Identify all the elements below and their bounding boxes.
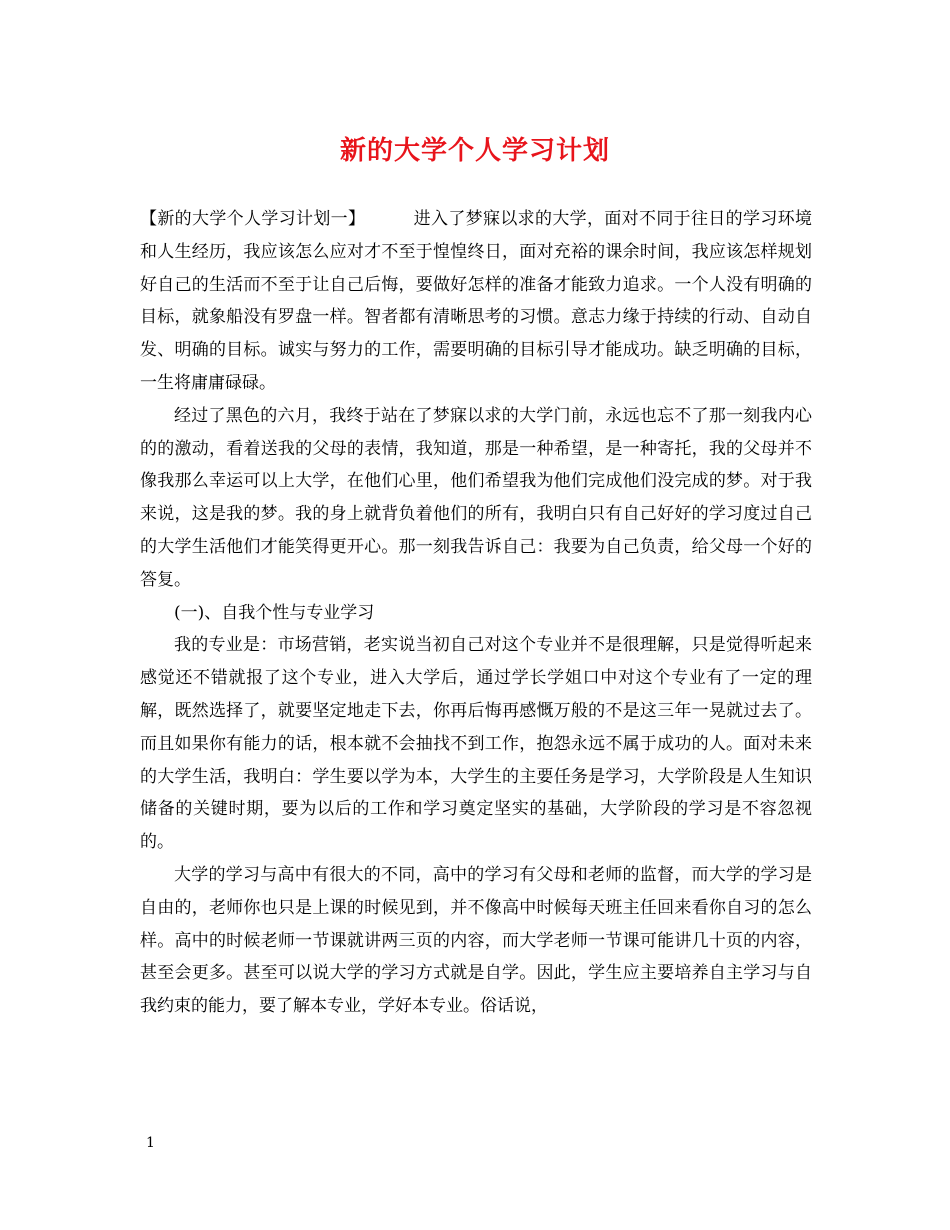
document-title: 新的大学个人学习计划	[339, 136, 610, 166]
section-heading: (一)、自我个性与专业学习	[174, 602, 375, 623]
paragraph-2: 经过了黑色的六月，我终于站在了梦寐以求的大学门前，永远也忘不了那一刻我内心的的激动，看着送我的父母的表情，我知道，那是一种希望，是一种寄托，我的父母并不像我那么幸运可以上大学，在他们心里，他们希望我为他们完成他们没完成的梦。对于我来说，这是我的梦。我的身上就背负着他们的所有，我明白只有自己好好的学习度过自己的大学生活他们才能笑得更开心。那一刻我告诉自己：我要为自己负责，给父母一个好的答复。	[140, 405, 812, 590]
paragraph-1-text: 进入了梦寐以求的大学，面对不同于往日的学习环境和人生经历，我应该怎么应对才不至于惶惶终日，面对充裕的课余时间，我应该怎样规划好自己的生活而不至于让自己后悔，要做好怎样的准备才能致力追求。一个人没有明确的目标，就象船没有罗盘一样。智者都有清晰思考的习惯。意志力缘于持续的行动、自动自发、明确的目标。诚实与努力的工作，需要明确的目标引导才能成功。缺乏明确的目标，一生将庸庸碌碌。	[140, 209, 813, 393]
page-number: 1	[146, 1135, 155, 1151]
document-body	[140, 203, 812, 1023]
paragraph-4: 大学的学习与高中有很大的不同，高中的学习有父母和老师的监督，而大学的学习是自由的，老师你也只是上课的时候见到，并不像高中时候每天班主任回来看你自习的怎么样。高中的时候老师一节课就讲两三页的内容，而大学老师一节课可能讲几十页的内容，甚至会更多。甚至可以说大学的学习方式就是自学。因此，学生应主要培养自主学习与自我约束的能力，要了解本专业，学好本专业。俗话说，	[140, 864, 812, 1017]
paragraph-3: 我的专业是：市场营销，老实说当初自己对这个专业并不是很理解，只是觉得听起来感觉还不错就报了这个专业，进入大学后，通过学长学姐口中对这个专业有了一定的理解，既然选择了，就要坚定地走下去，你再后悔再感慨万般的不是这三年一晃就过去了。而且如果你有能力的话，根本就不会抽找不到工作，抱怨永远不属于成功的人。面对未来的大学生活，我明白：学生要以学为本，大学生的主要任务是学习，大学阶段是人生知识储备的关键时期，要为以后的工作和学习奠定坚实的基础，大学阶段的学习是不容忽视的。	[140, 635, 812, 853]
paragraph-intro	[140, 203, 812, 400]
intro-label: 【新的大学个人学习计划一】	[140, 209, 366, 229]
